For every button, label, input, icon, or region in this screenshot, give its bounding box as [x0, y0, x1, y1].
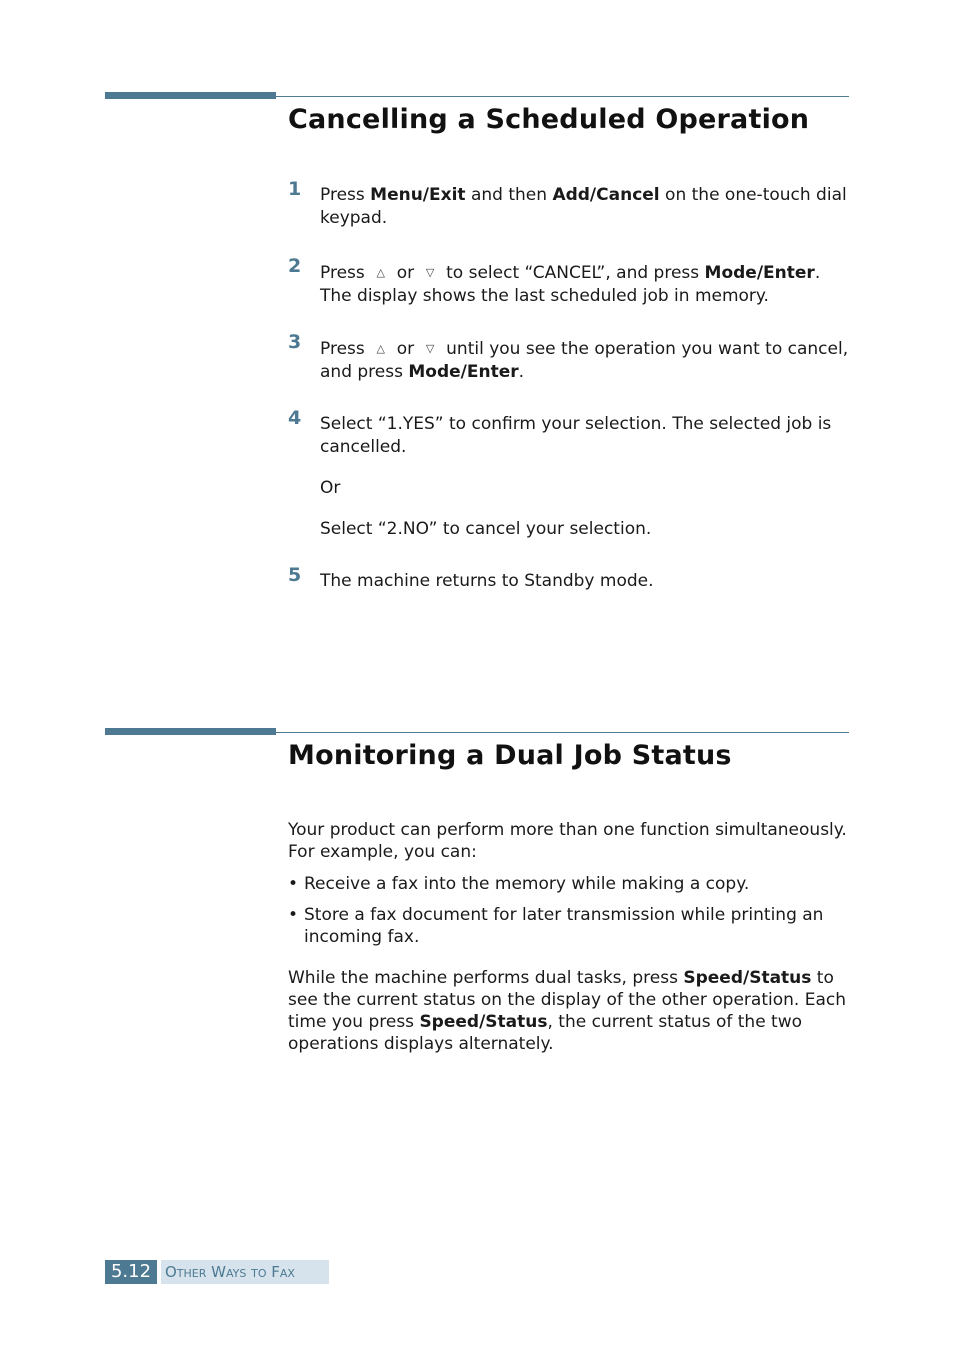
page-number: 5.12 [105, 1260, 157, 1284]
step-4 [288, 407, 853, 541]
up-arrow-icon: △ [376, 266, 385, 279]
bullet-icon: • [288, 874, 299, 894]
mode-enter-key: Mode/Enter [408, 362, 519, 382]
section-rule-thin [276, 96, 849, 97]
speed-status-key: Speed/Status [683, 968, 812, 988]
list-item: • Store a fax document for later transmission while printing an incoming fax. [288, 905, 824, 947]
step-text: Press △ or ▽ until you see the operation you want to cancel, and press Mode/Enter. [320, 339, 849, 382]
step-text: Press △ or ▽ to select “CANCEL”, and press Mode/Enter. The display shows the last scheduled job in memory. [320, 263, 821, 306]
step-number: 2 [288, 255, 302, 277]
step-number: 4 [288, 407, 302, 429]
down-arrow-icon: ▽ [425, 266, 435, 279]
step-1 [288, 178, 853, 230]
mode-enter-key: Mode/Enter [704, 263, 815, 283]
step-2 [288, 255, 853, 308]
intro-paragraph: Your product can perform more than one function simultaneously. For example, you can: [288, 820, 847, 862]
step-3 [288, 331, 853, 384]
list-item: • Receive a fax into the memory while making a copy. [288, 874, 750, 894]
section-title: Monitoring a Dual Job Status [288, 740, 732, 771]
step-number: 1 [288, 178, 302, 200]
menu-exit-key: Menu/Exit [370, 185, 466, 205]
section-rule-thick [105, 92, 276, 99]
section-title: Cancelling a Scheduled Operation [288, 104, 810, 135]
status-paragraph: While the machine performs dual tasks, press Speed/Status to see the current status on the display of the other operation. Each time you press Speed/Status, the current status of the two operations displays alternately. [288, 968, 846, 1054]
speed-status-key: Speed/Status [419, 1012, 548, 1032]
up-arrow-icon: △ [376, 342, 385, 355]
step-number: 3 [288, 331, 302, 353]
section-rule-thick [105, 728, 276, 735]
step-text: Select “1.YES” to confirm your selection. The selected job is cancelled. Or Select “2.NO” to cancel your selection. [320, 414, 832, 539]
bullet-icon: • [288, 905, 299, 925]
add-cancel-key: Add/Cancel [552, 185, 660, 205]
step-text: The machine returns to Standby mode. [320, 571, 654, 591]
step-5 [288, 564, 853, 593]
chapter-title: Other Ways to Fax [161, 1260, 329, 1284]
step-text: Press Menu/Exit and then Add/Cancel on the one-touch dial keypad. [320, 185, 847, 228]
down-arrow-icon: ▽ [425, 342, 435, 355]
step-number: 5 [288, 564, 302, 586]
section-rule-thin [276, 732, 849, 733]
